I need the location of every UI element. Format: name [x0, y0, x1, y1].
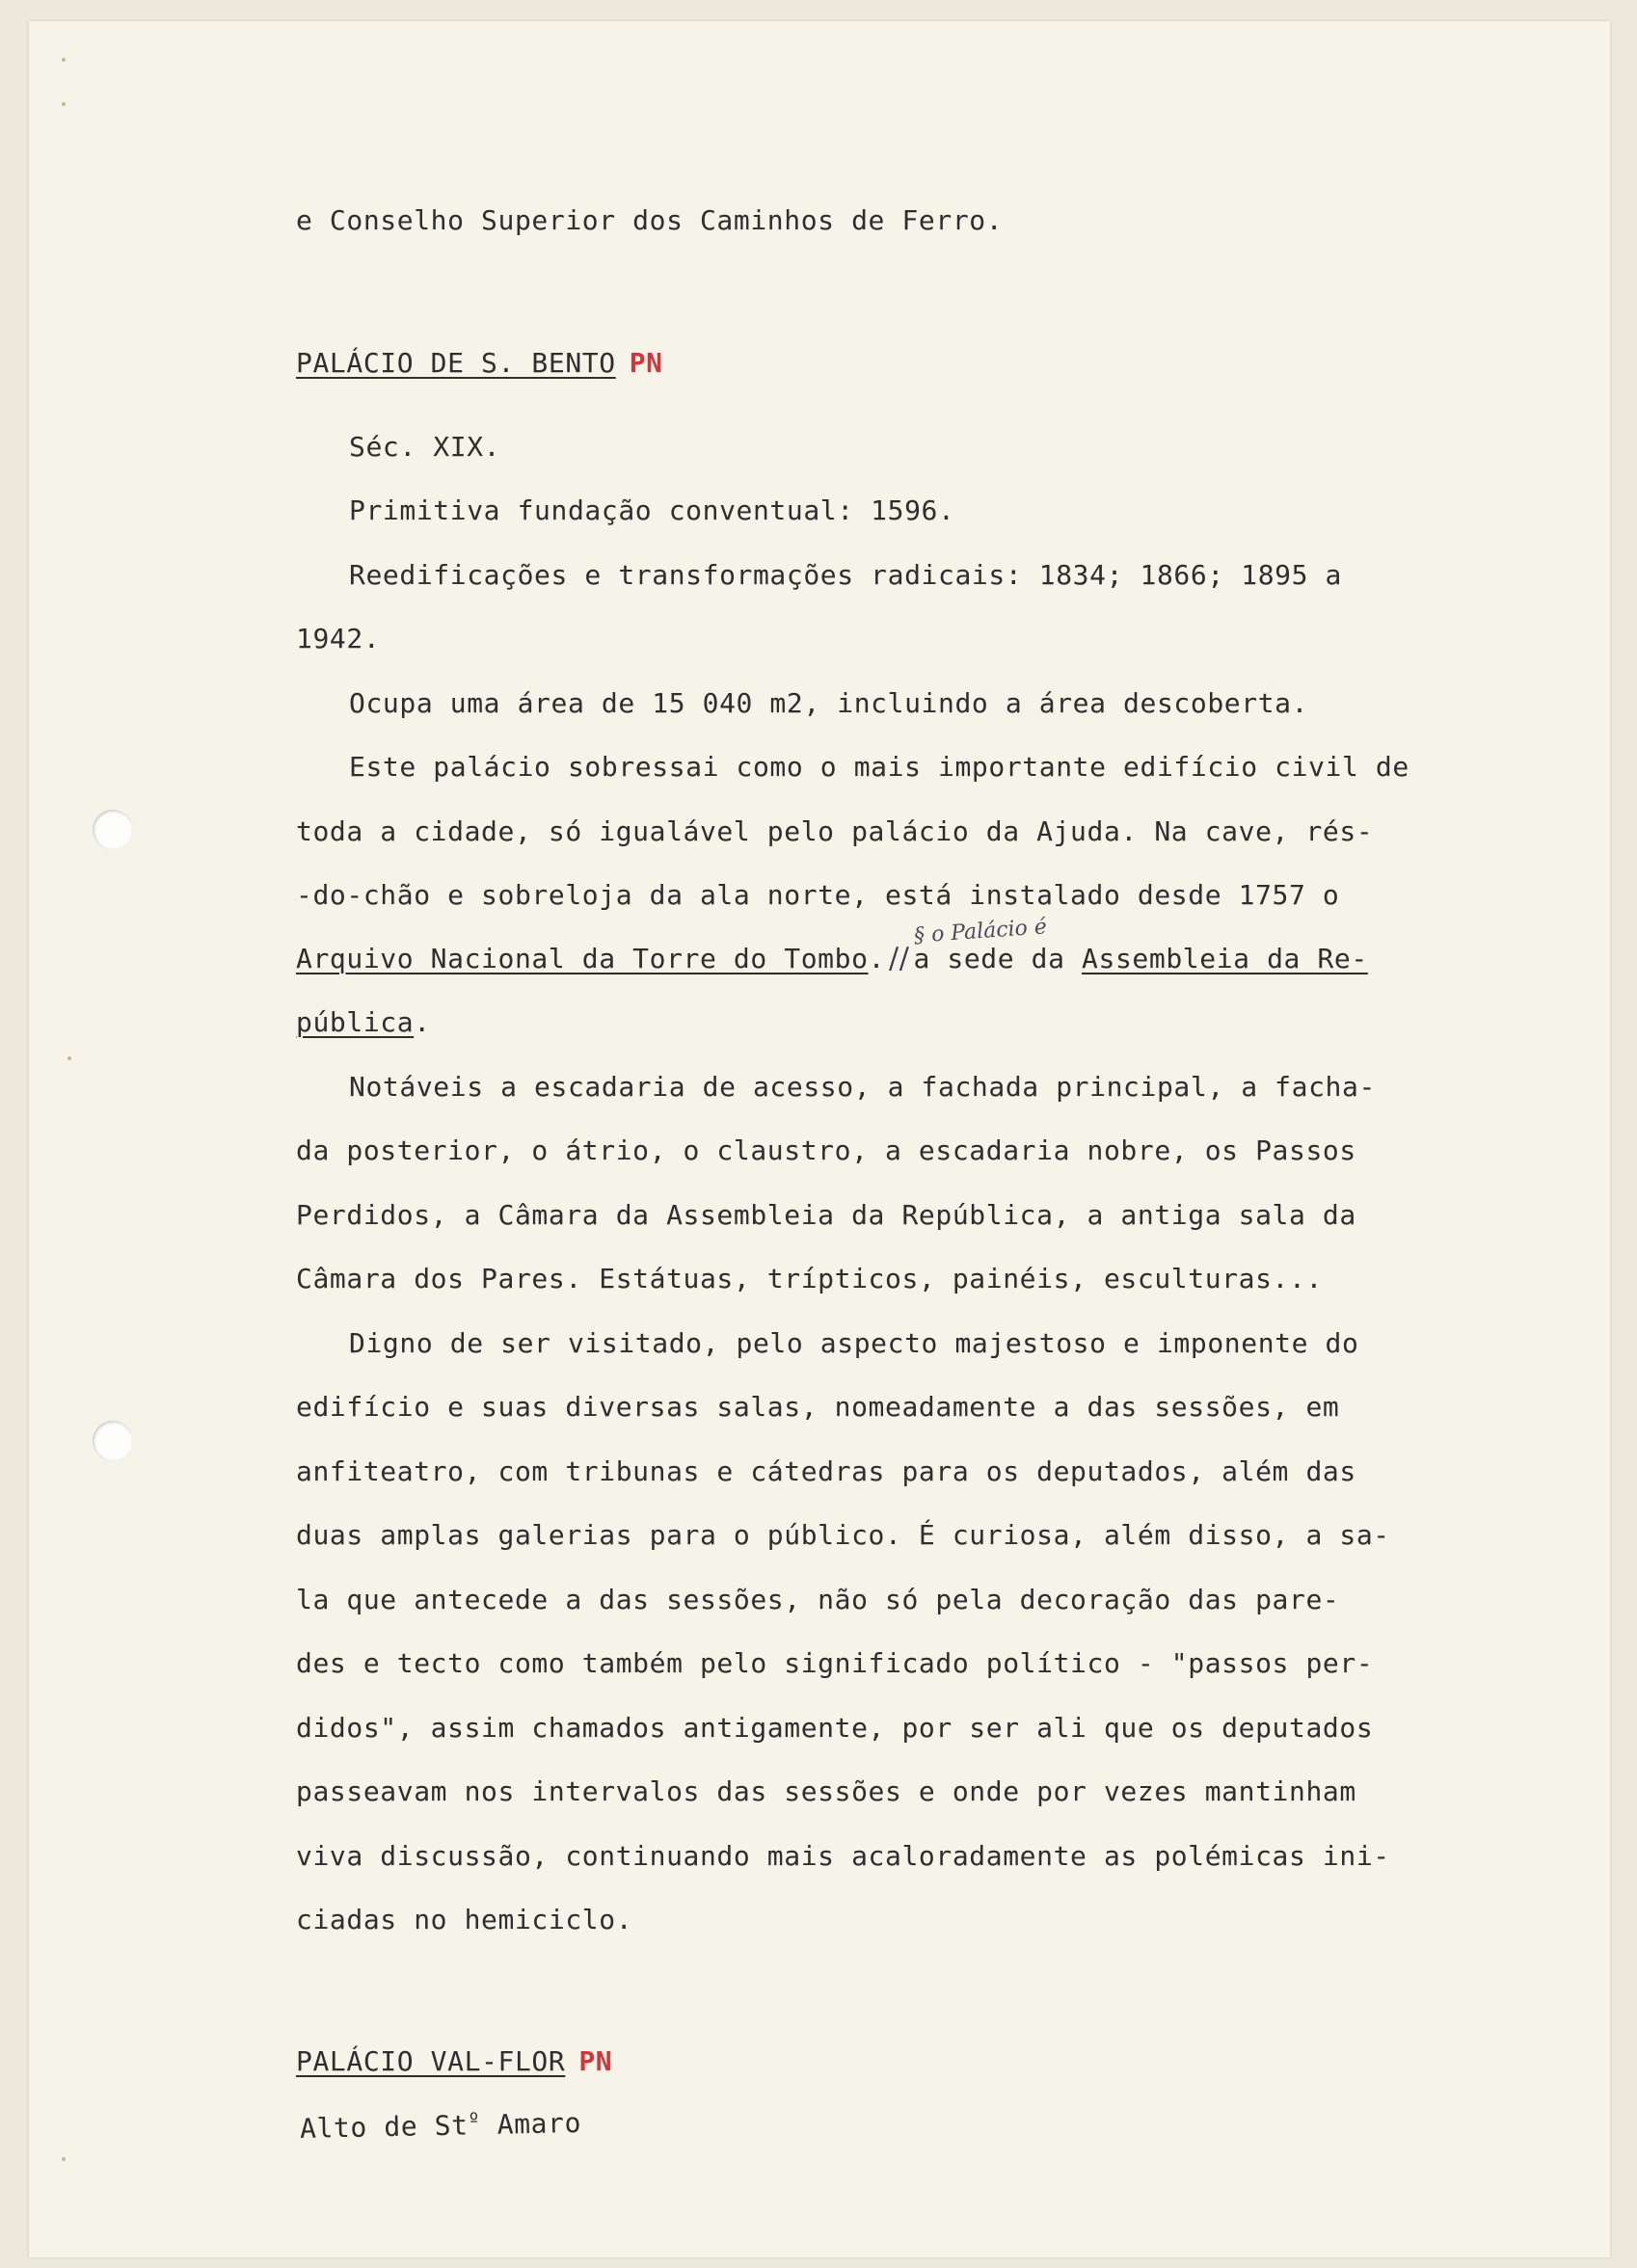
strike-marks: //	[889, 942, 910, 975]
text-line: viva discussão, continuando mais acaloradamente as polémicas ini-	[296, 1840, 1390, 1872]
text-line: toda a cidade, só igualável pelo palácio da Ajuda. Na cave, rés-	[296, 815, 1374, 847]
text-line: anfiteatro, com tribunas e cátedras para os deputados, além das	[296, 1455, 1356, 1487]
text-line: des e tecto como também pelo significado político - "passos per-	[296, 1647, 1374, 1679]
intro-line: e Conselho Superior dos Caminhos de Ferro.	[296, 204, 1004, 236]
punch-hole-top	[93, 810, 133, 850]
text-line: edifício e suas diversas salas, nomeadamente a das sessões, em	[296, 1391, 1340, 1423]
pn-tag: PN	[629, 347, 663, 379]
text-line: duas amplas galerias para o público. É curiosa, além disso, a sa-	[296, 1519, 1390, 1551]
text-line: 1942.	[296, 623, 381, 654]
punch-hole-bottom	[93, 1421, 133, 1461]
section-heading-val-flor	[296, 2045, 612, 2078]
text-line: ciadas no hemiciclo.	[296, 1904, 633, 1935]
assembly-name-part1: Assembleia da Re-	[1082, 943, 1368, 974]
text-line: Reedificações e transformações radicais: 1834; 1866; 1895 a	[349, 559, 1342, 591]
text-line: da posterior, o átrio, o claustro, a escadaria nobre, os Passos	[296, 1134, 1356, 1166]
text-line: Notáveis a escadaria de acesso, a fachada principal, a facha-	[349, 1071, 1376, 1103]
address-line	[300, 2101, 582, 2146]
text-line: la que antecede a das sessões, não só pela decoração das pare-	[296, 1584, 1340, 1615]
archive-line	[296, 943, 1368, 975]
sede-text: a sede da	[913, 943, 1065, 974]
section-title: PALÁCIO VAL-FLOR	[296, 2045, 566, 2077]
section-title: PALÁCIO DE S. BENTO	[296, 347, 616, 379]
handwritten-insert: § o Palácio é	[913, 915, 1048, 948]
assembly-name-part2: pública	[296, 1006, 415, 1038]
text-line: passeavam nos intervalos das sessões e onde por vezes mantinham	[296, 1775, 1356, 1807]
assembly-line	[296, 1006, 431, 1039]
address-suffix: Amaro	[479, 2106, 582, 2142]
text-line: Primitiva fundação conventual: 1596.	[349, 494, 955, 526]
paper-speck	[67, 1056, 71, 1060]
text-line: -do-chão e sobreloja da ala norte, está instalado desde 1757 o	[296, 879, 1340, 911]
assembly-period: .	[414, 1006, 431, 1038]
paper-speck	[62, 58, 66, 62]
text-line: Este palácio sobressai como o mais importante edifício civil de	[349, 751, 1409, 783]
text-line: Câmara dos Pares. Estátuas, trípticos, painéis, esculturas...	[296, 1263, 1323, 1294]
archive-name: Arquivo Nacional da Torre do Tombo	[296, 943, 869, 974]
paper-speck	[62, 2157, 66, 2161]
paper-speck	[62, 102, 66, 106]
address-ordinal: º	[468, 2108, 481, 2132]
text-line: Séc. XIX.	[349, 431, 501, 463]
text-line: Digno de ser visitado, pelo aspecto majestoso e imponente do	[349, 1327, 1359, 1359]
text-line: Perdidos, a Câmara da Assembleia da República, a antiga sala da	[296, 1199, 1356, 1231]
pn-tag: PN	[578, 2045, 613, 2077]
section-heading-sao-bento	[296, 347, 663, 380]
archive-period: .	[868, 943, 886, 974]
address-prefix: Alto de St	[299, 2109, 469, 2145]
text-line: didos", assim chamados antigamente, por ser ali que os deputados	[296, 1712, 1374, 1744]
text-line: Ocupa uma área de 15 040 m2, incluindo a área descoberta.	[349, 687, 1309, 719]
